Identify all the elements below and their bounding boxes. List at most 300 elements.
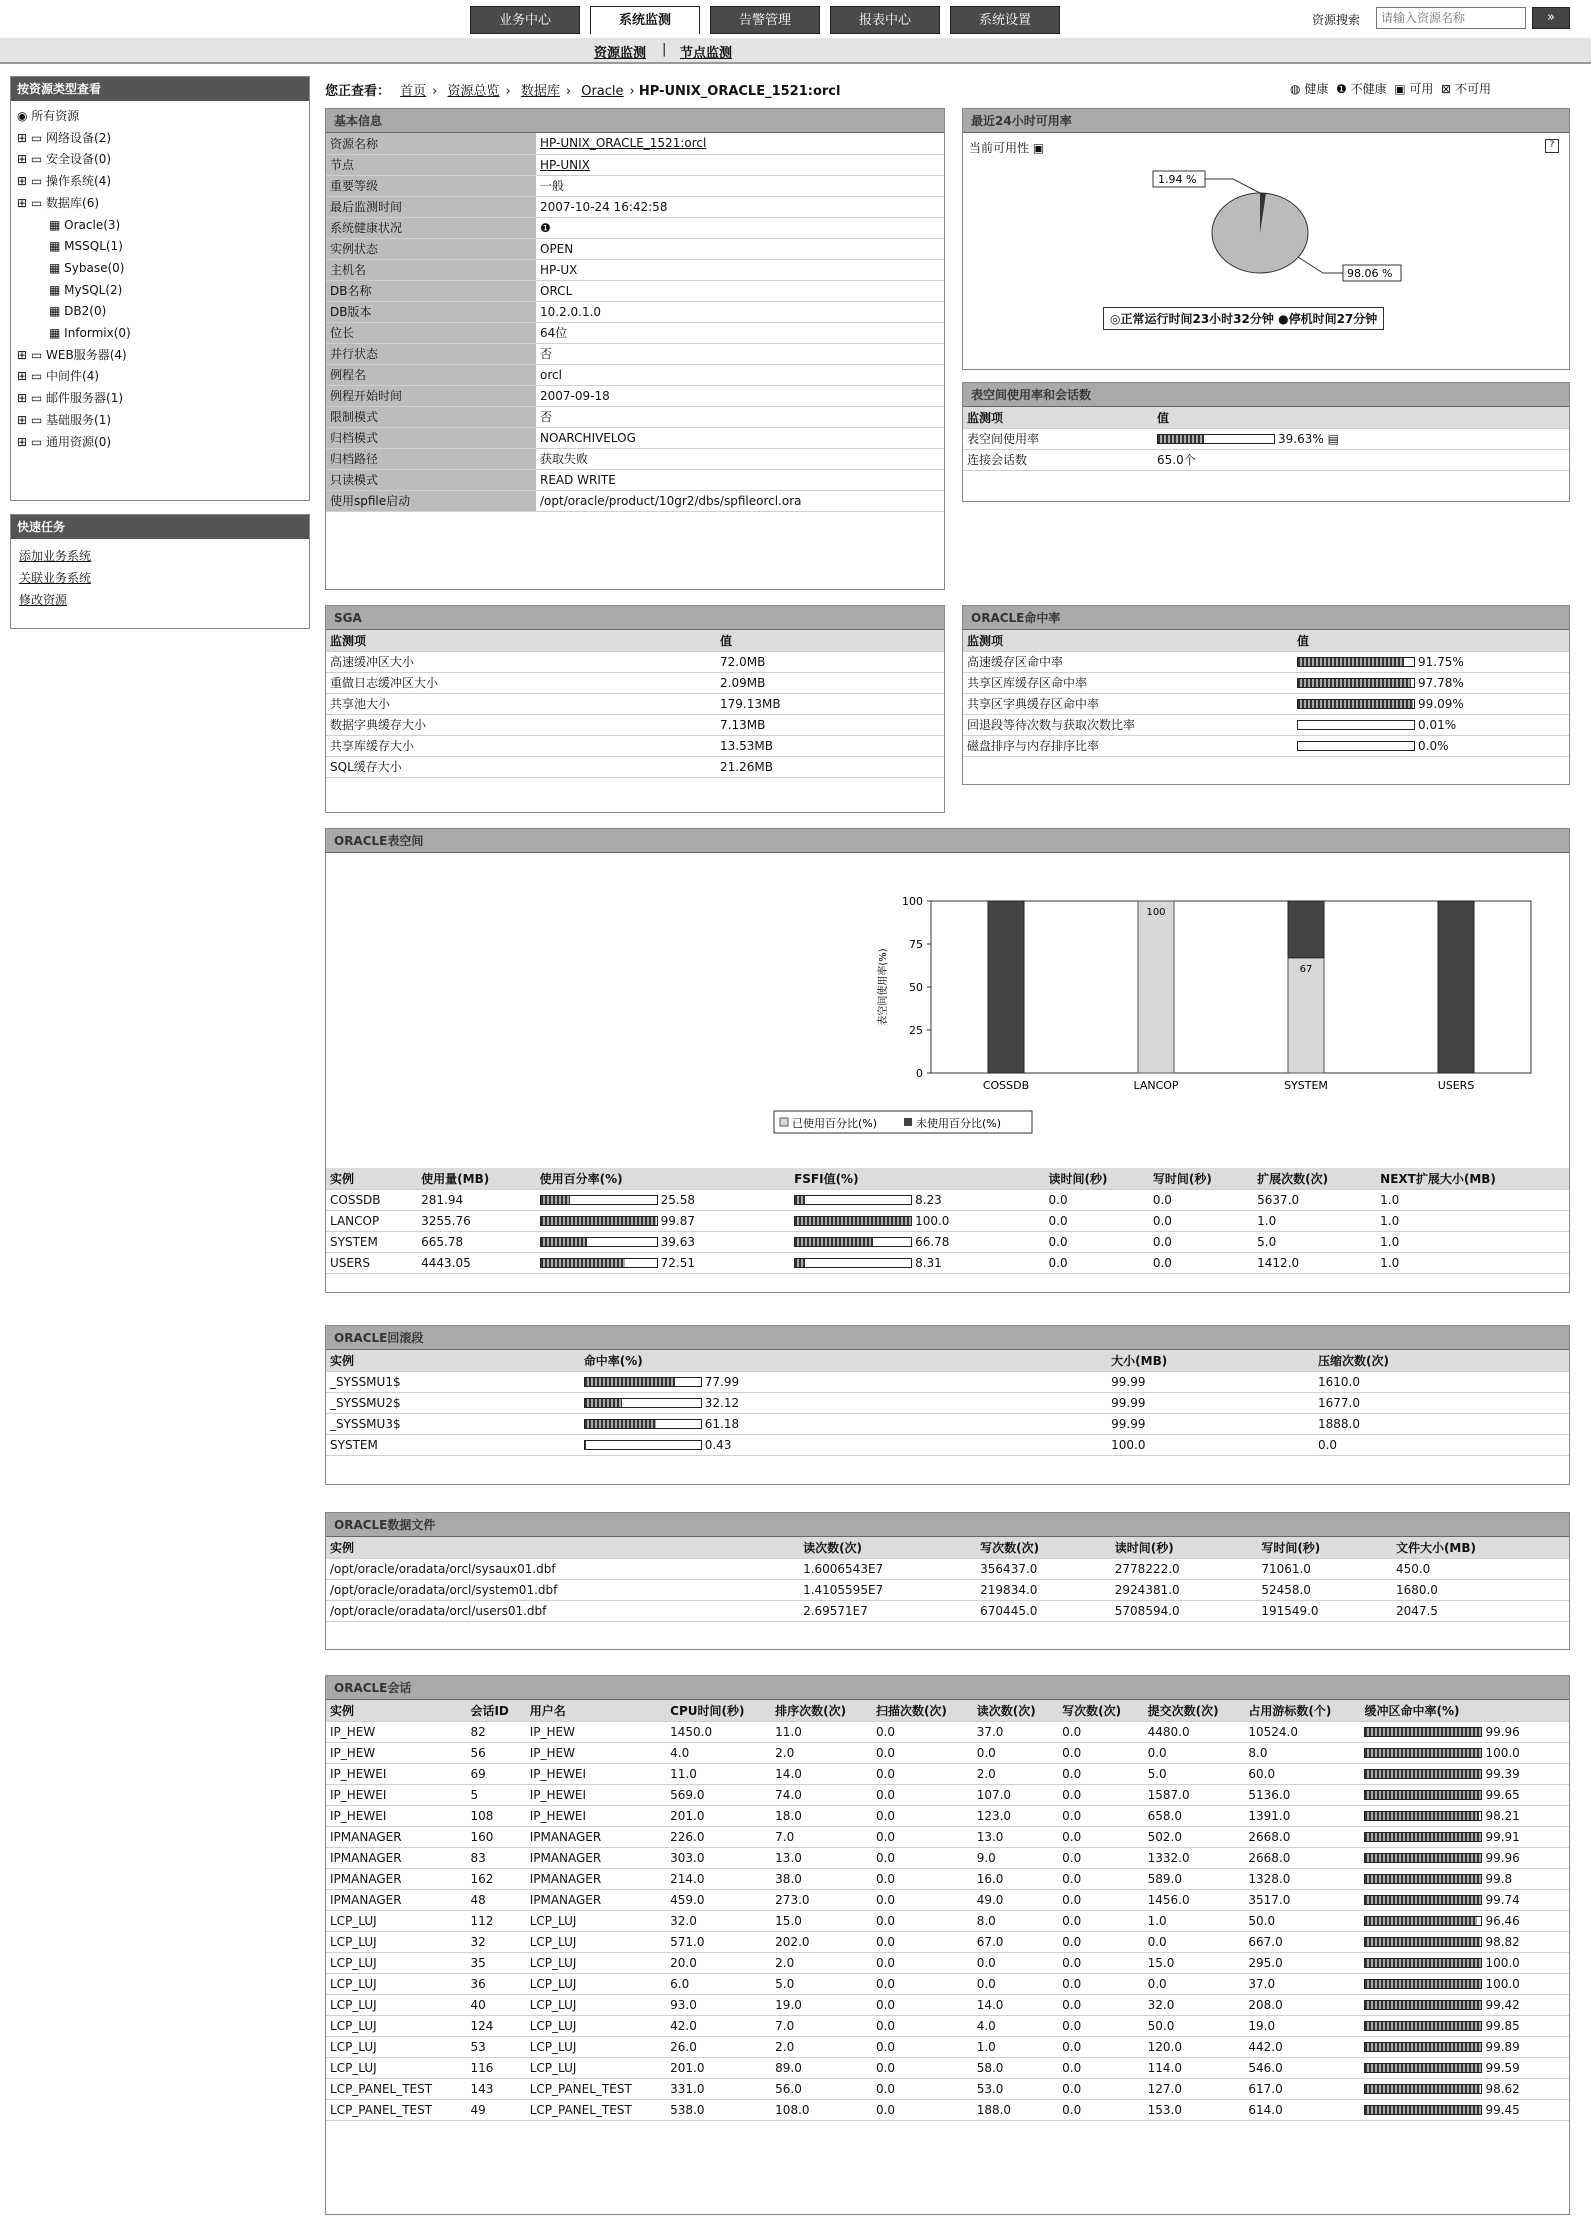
session-cell: 201.0 xyxy=(666,1805,771,1826)
buffer-hit-fill xyxy=(1365,2022,1481,2030)
column-header: 缓冲区命中率(%) xyxy=(1360,1700,1569,1721)
hit-key: 回退段等待次数与获取次数比率 xyxy=(963,714,1293,735)
hit-key: 共享区字典缓存区命中率 xyxy=(963,693,1293,714)
session-row xyxy=(326,2078,1569,2099)
hit-value-cell xyxy=(1293,693,1569,714)
tablespace-title: ORACLE表空间 xyxy=(326,829,1569,853)
session-cell: IP_HEW xyxy=(526,1721,666,1742)
rollback-hit-fill xyxy=(585,1378,675,1386)
tree-item[interactable] xyxy=(17,366,303,388)
sga-key: 数据字典缓存大小 xyxy=(326,714,716,735)
quick-task-link[interactable]: 修改资源 xyxy=(19,593,68,607)
column-header: 使用百分率(%) xyxy=(536,1168,790,1189)
basic-info-row xyxy=(326,343,944,364)
y-tick-label: 75 xyxy=(909,938,923,951)
session-cell xyxy=(1360,1952,1569,1973)
quick-task-link[interactable]: 关联业务系统 xyxy=(19,571,92,585)
pie-down-label: 1.94 % xyxy=(1158,173,1197,186)
datafile-header-row xyxy=(326,1537,1569,1558)
hit-rate-table xyxy=(963,630,1569,757)
basic-info-key: 位长 xyxy=(326,322,536,343)
session-cell: 3517.0 xyxy=(1244,1889,1360,1910)
buffer-hit-fill xyxy=(1365,1875,1481,1883)
rollback-cell xyxy=(580,1392,1107,1413)
basic-info-panel xyxy=(325,108,945,590)
session-cell: LCP_PANEL_TEST xyxy=(526,2099,666,2120)
basic-info-row xyxy=(326,133,944,154)
basic-info-value[interactable]: HP-UNIX xyxy=(536,154,944,175)
session-cell: 116 xyxy=(466,2057,525,2078)
column-header: 读时间(秒) xyxy=(1111,1537,1258,1558)
fsfi-fill xyxy=(795,1217,911,1225)
tree-item[interactable] xyxy=(17,388,303,410)
database-icon: ▦ xyxy=(49,217,65,232)
basic-info-value: 获取失败 xyxy=(536,448,944,469)
y-tick-label: 0 xyxy=(916,1067,923,1080)
session-cell: 0.0 xyxy=(872,1931,973,1952)
session-cell: 214.0 xyxy=(666,1868,771,1889)
session-cell: 153.0 xyxy=(1144,2099,1245,2120)
session-cell: 4480.0 xyxy=(1144,1721,1245,1742)
session-cell: 49.0 xyxy=(973,1889,1058,1910)
subnav-node[interactable]: 节点监测 xyxy=(680,46,733,61)
datafile-cell: /opt/oracle/oradata/orcl/users01.dbf xyxy=(326,1600,799,1621)
usage-bar xyxy=(540,1237,658,1247)
tree-item[interactable] xyxy=(17,236,303,258)
session-cell: 11.0 xyxy=(771,1721,872,1742)
tree-item[interactable] xyxy=(17,323,303,345)
search-input[interactable] xyxy=(1376,7,1526,29)
basic-info-value[interactable]: HP-UNIX_ORACLE_1521:orcl xyxy=(536,133,944,154)
rollback-cell: _SYSSMU2$ xyxy=(326,1392,580,1413)
datafile-cell: 71061.0 xyxy=(1257,1558,1392,1579)
x-tick-label: USERS xyxy=(1437,1079,1475,1092)
sga-row xyxy=(326,756,944,777)
tablespace-cell: 0.0 xyxy=(1045,1189,1149,1210)
rollback-hit-bar xyxy=(584,1419,702,1429)
basic-info-value: 64位 xyxy=(536,322,944,343)
datafile-cell: 2778222.0 xyxy=(1111,1558,1258,1579)
session-cell: 67.0 xyxy=(973,1931,1058,1952)
database-icon: ▦ xyxy=(49,282,65,297)
bar-used xyxy=(1138,901,1174,1073)
folder-icon: ⊞ ▭ xyxy=(17,152,47,167)
buffer-hit-bar xyxy=(1364,1748,1482,1758)
session-cell: LCP_LUJ xyxy=(326,1994,466,2015)
tree-item-label: 基础服务(1) xyxy=(46,412,112,427)
buffer-hit-fill xyxy=(1365,1791,1481,1799)
session-cell: 40 xyxy=(466,1994,525,2015)
session-cell: 6.0 xyxy=(666,1973,771,1994)
hit-rate-value: 0.01% xyxy=(1418,717,1457,732)
tree-item[interactable] xyxy=(17,432,303,454)
session-cell: 202.0 xyxy=(771,1931,872,1952)
session-cell: 15.0 xyxy=(1144,1952,1245,1973)
rollback-cell xyxy=(580,1371,1107,1392)
tab-alarm[interactable]: 告警管理 xyxy=(710,6,820,34)
tablespace-cell xyxy=(536,1189,790,1210)
datafile-cell: 2924381.0 xyxy=(1111,1579,1258,1600)
basic-info-value: 否 xyxy=(536,406,944,427)
tree-item[interactable] xyxy=(17,280,303,302)
session-cell: 120.0 xyxy=(1144,2036,1245,2057)
basic-info-value: 2007-09-18 xyxy=(536,385,944,406)
legend-unavailable: 不可用 xyxy=(1454,82,1491,96)
session-cell: 5.0 xyxy=(1144,1763,1245,1784)
session-cell: 589.0 xyxy=(1144,1868,1245,1889)
tablespace-cell: 1.0 xyxy=(1376,1252,1569,1273)
usage-fill xyxy=(541,1259,625,1267)
bar-unused xyxy=(1288,901,1324,958)
resource-type-title: 按资源类型查看 xyxy=(11,77,309,101)
session-cell: 13.0 xyxy=(973,1826,1058,1847)
rollback-hit-bar xyxy=(584,1398,702,1408)
buffer-hit-fill xyxy=(1365,1749,1481,1757)
hit-key: 共享区库缓存区命中率 xyxy=(963,672,1293,693)
session-cell: 14.0 xyxy=(973,1994,1058,2015)
available-icon: ▣ xyxy=(1032,141,1045,155)
buffer-hit-bar xyxy=(1364,1895,1482,1905)
session-cell: 9.0 xyxy=(973,1847,1058,1868)
datafile-row xyxy=(326,1558,1569,1579)
session-cell: 459.0 xyxy=(666,1889,771,1910)
session-cell: 303.0 xyxy=(666,1847,771,1868)
session-cell: LCP_PANEL_TEST xyxy=(326,2078,466,2099)
chart-icon[interactable]: ▤ xyxy=(1327,431,1339,446)
session-row xyxy=(326,1763,1569,1784)
database-icon: ▦ xyxy=(49,239,65,254)
session-table xyxy=(326,1700,1569,2121)
column-header: 写次数(次) xyxy=(976,1537,1111,1558)
session-row xyxy=(963,449,1569,470)
tab-business[interactable]: 业务中心 xyxy=(470,6,580,34)
session-cell: 0.0 xyxy=(1058,1784,1143,1805)
session-cell: IP_HEWEI xyxy=(526,1784,666,1805)
session-cell: 226.0 xyxy=(666,1826,771,1847)
top-nav xyxy=(0,0,1591,36)
rollback-hit-value: 61.18 xyxy=(704,1416,740,1431)
tab-report[interactable]: 报表中心 xyxy=(830,6,940,34)
session-cell xyxy=(1360,1994,1569,2015)
rollback-hit-bar xyxy=(584,1440,702,1450)
session-value: 65.0个 xyxy=(1153,449,1569,470)
tree-item[interactable] xyxy=(17,345,303,367)
session-cell: 37.0 xyxy=(1244,1973,1360,1994)
tablespace-cell: 5.0 xyxy=(1253,1231,1376,1252)
buffer-hit-value: 99.59 xyxy=(1485,2060,1520,2075)
availability-pie xyxy=(963,133,1571,369)
session-cell: 0.0 xyxy=(872,1805,973,1826)
session-cell: LCP_LUJ xyxy=(526,1973,666,1994)
tree-item-label: Informix(0) xyxy=(64,326,131,341)
tree-item[interactable] xyxy=(17,301,303,323)
tab-settings[interactable]: 系统设置 xyxy=(950,6,1060,34)
session-cell: IPMANAGER xyxy=(326,1868,466,1889)
tablespace-cell: 0.0 xyxy=(1149,1210,1253,1231)
column-header: 扩展次数(次) xyxy=(1253,1168,1376,1189)
buffer-hit-bar xyxy=(1364,2000,1482,2010)
session-cell: 93.0 xyxy=(666,1994,771,2015)
x-tick-label: LANCOP xyxy=(1133,1079,1179,1092)
hit-rate-bar xyxy=(1297,741,1415,751)
session-cell: 4.0 xyxy=(666,1742,771,1763)
session-cell: 0.0 xyxy=(1058,1868,1143,1889)
session-cell: 13.0 xyxy=(771,1847,872,1868)
session-cell: 0.0 xyxy=(1058,2036,1143,2057)
usage-value: 39.63 xyxy=(660,1234,695,1249)
sub-nav xyxy=(0,38,1591,64)
session-cell: 49 xyxy=(466,2099,525,2120)
session-row xyxy=(326,1994,1569,2015)
crumb-database[interactable]: 数据库 xyxy=(520,84,560,99)
rollback-hit-fill xyxy=(585,1420,656,1428)
fsfi-bar xyxy=(794,1237,912,1247)
tablespace-cell: COSSDB xyxy=(326,1189,417,1210)
sga-table xyxy=(326,630,944,778)
session-cell: 50.0 xyxy=(1244,1910,1360,1931)
subnav-resource[interactable]: 资源监测 xyxy=(594,46,647,61)
crumb-overview[interactable]: 资源总览 xyxy=(447,84,500,99)
quick-task-link[interactable]: 添加业务系统 xyxy=(19,549,92,563)
buffer-hit-value: 99.65 xyxy=(1485,1787,1520,1802)
tablespace-table xyxy=(326,1168,1569,1274)
tree-item[interactable] xyxy=(17,410,303,432)
rollback-cell: 1677.0 xyxy=(1314,1392,1569,1413)
datafile-cell: 670445.0 xyxy=(976,1600,1111,1621)
breadcrumb-prefix: 您正查看： xyxy=(325,84,391,99)
rollback-row xyxy=(326,1371,1569,1392)
tree-item[interactable] xyxy=(17,171,303,193)
hit-rate-fill xyxy=(1298,658,1404,666)
buffer-hit-value: 99.96 xyxy=(1485,1724,1520,1739)
session-cell: IPMANAGER xyxy=(326,1826,466,1847)
buffer-hit-fill xyxy=(1365,1938,1480,1946)
tree-item-label: 通用资源(0) xyxy=(46,434,112,449)
datafile-cell: /opt/oracle/oradata/orcl/system01.dbf xyxy=(326,1579,799,1600)
col-metric: 监测项 xyxy=(326,630,716,651)
fsfi-value: 8.31 xyxy=(915,1255,942,1270)
basic-info-value: ORCL xyxy=(536,280,944,301)
session-cell: 0.0 xyxy=(1144,1742,1245,1763)
session-cell: 53 xyxy=(466,2036,525,2057)
sga-key: 共享池大小 xyxy=(326,693,716,714)
tablespace-row xyxy=(326,1189,1569,1210)
fsfi-fill xyxy=(795,1259,805,1267)
buffer-hit-fill xyxy=(1365,1770,1480,1778)
sga-row xyxy=(326,714,944,735)
session-cell: 160 xyxy=(466,1826,525,1847)
session-cell: 18.0 xyxy=(771,1805,872,1826)
session-cell: 0.0 xyxy=(1058,1973,1143,1994)
session-label: 连接会话数 xyxy=(963,449,1153,470)
buffer-hit-value: 99.42 xyxy=(1485,1997,1520,2012)
tree-item[interactable] xyxy=(17,193,303,215)
basic-info-value: 否 xyxy=(536,343,944,364)
tree-item-label: WEB服务器(4) xyxy=(46,347,127,362)
basic-info-key: 重要等级 xyxy=(326,175,536,196)
folder-icon: ⊞ ▭ xyxy=(17,195,47,210)
tablespace-panel xyxy=(325,828,1570,1293)
session-cell: 1456.0 xyxy=(1144,1889,1245,1910)
tablespace-row xyxy=(326,1210,1569,1231)
tree-item[interactable] xyxy=(17,215,303,237)
tablespace-cell: 5637.0 xyxy=(1253,1189,1376,1210)
bar-unused xyxy=(1438,901,1474,1073)
up-legend: 正常运行时间23小时32分钟 xyxy=(1120,312,1274,326)
session-cell: 617.0 xyxy=(1244,2078,1360,2099)
buffer-hit-fill xyxy=(1365,1728,1481,1736)
session-cell: 53.0 xyxy=(973,2078,1058,2099)
buffer-hit-fill xyxy=(1365,1812,1479,1820)
col-metric: 监测项 xyxy=(963,630,1293,651)
session-cell: LCP_PANEL_TEST xyxy=(526,2078,666,2099)
session-cell: 10524.0 xyxy=(1244,1721,1360,1742)
session-cell: LCP_LUJ xyxy=(326,2036,466,2057)
sga-key: SQL缓存大小 xyxy=(326,756,716,777)
help-icon[interactable]: ? xyxy=(1545,139,1559,153)
availability-body xyxy=(963,133,1569,369)
datafile-cell: 2.69571E7 xyxy=(799,1600,976,1621)
session-cell xyxy=(1360,1889,1569,1910)
tree-item-label: Sybase(0) xyxy=(64,260,125,275)
crumb-oracle[interactable]: Oracle xyxy=(581,84,624,99)
session-cell: IP_HEWEI xyxy=(526,1763,666,1784)
tablespace-cell: 4443.05 xyxy=(417,1252,535,1273)
session-cell: 83 xyxy=(466,1847,525,1868)
session-row xyxy=(326,1952,1569,1973)
folder-icon: ⊞ ▭ xyxy=(17,130,47,145)
hit-rate-bar xyxy=(1297,678,1415,688)
fsfi-value: 100.0 xyxy=(915,1213,950,1228)
fsfi-bar xyxy=(794,1216,912,1226)
session-cell: 20.0 xyxy=(666,1952,771,1973)
tablespace-cell xyxy=(536,1231,790,1252)
buffer-hit-fill xyxy=(1365,2043,1481,2051)
session-cell: LCP_LUJ xyxy=(526,1931,666,1952)
basic-info-value: NOARCHIVELOG xyxy=(536,427,944,448)
rollback-cell: 99.99 xyxy=(1107,1392,1314,1413)
basic-info-row xyxy=(326,364,944,385)
tree-item[interactable] xyxy=(17,128,303,150)
buffer-hit-bar xyxy=(1364,1832,1482,1842)
buffer-hit-bar xyxy=(1364,1958,1482,1968)
session-cell xyxy=(1360,1868,1569,1889)
folder-icon: ⊞ ▭ xyxy=(17,347,47,362)
tablespace-cell: 0.0 xyxy=(1045,1252,1149,1273)
basic-info-value: 10.2.0.1.0 xyxy=(536,301,944,322)
up-swatch: ◎ xyxy=(1110,312,1121,326)
tree-item-label: Oracle(3) xyxy=(64,217,121,232)
session-cell: 36 xyxy=(466,1973,525,1994)
tree-item[interactable] xyxy=(17,258,303,280)
buffer-hit-bar xyxy=(1364,2042,1482,2052)
session-cell: 60.0 xyxy=(1244,1763,1360,1784)
column-header: CPU时间(秒) xyxy=(666,1700,771,1721)
session-cell xyxy=(1360,1742,1569,1763)
session-cell: 614.0 xyxy=(1244,2099,1360,2120)
tablespace-cell: USERS xyxy=(326,1252,417,1273)
rollback-title: ORACLE回滚段 xyxy=(326,1326,1569,1350)
session-cell: 0.0 xyxy=(872,1784,973,1805)
buffer-hit-fill xyxy=(1365,2064,1481,2072)
resource-tree xyxy=(11,101,309,458)
buffer-hit-value: 99.39 xyxy=(1485,1766,1520,1781)
basic-info-key: 最后监测时间 xyxy=(326,196,536,217)
usage-bar xyxy=(540,1258,658,1268)
fsfi-value: 8.23 xyxy=(915,1192,942,1207)
folder-icon: ◉ xyxy=(17,109,32,123)
sga-row xyxy=(326,693,944,714)
legend-unused-label: 未使用百分比(%) xyxy=(916,1117,1002,1130)
session-row xyxy=(326,1826,1569,1847)
session-cell: 1332.0 xyxy=(1144,1847,1245,1868)
buffer-hit-fill xyxy=(1365,2085,1479,2093)
folder-icon: ⊞ ▭ xyxy=(17,174,47,189)
session-panel xyxy=(325,1675,1570,2215)
tablespace-header-row xyxy=(326,1168,1569,1189)
hit-rate-bar xyxy=(1297,657,1415,667)
column-header: 会话ID xyxy=(466,1700,525,1721)
folder-icon: ⊞ ▭ xyxy=(17,412,47,427)
session-cell: 442.0 xyxy=(1244,2036,1360,2057)
subnav-divider: | xyxy=(662,42,667,57)
col-value: 值 xyxy=(1153,407,1569,428)
rollback-hit-value: 32.12 xyxy=(704,1395,740,1410)
tree-item[interactable] xyxy=(17,149,303,171)
tablespace-cell: 0.0 xyxy=(1149,1231,1253,1252)
tablespace-cell xyxy=(790,1210,1044,1231)
database-icon: ▦ xyxy=(49,304,65,319)
y-tick-label: 25 xyxy=(909,1024,923,1037)
session-cell: 0.0 xyxy=(1144,1973,1245,1994)
session-cell: 1587.0 xyxy=(1144,1784,1245,1805)
sga-row xyxy=(326,672,944,693)
tablespace-cell: 1.0 xyxy=(1376,1210,1569,1231)
session-cell: LCP_LUJ xyxy=(326,2015,466,2036)
basic-info-row xyxy=(326,280,944,301)
session-cell: LCP_LUJ xyxy=(526,1952,666,1973)
rollback-hit-bar xyxy=(584,1377,702,1387)
space-usage-fill xyxy=(1158,435,1204,443)
buffer-hit-fill xyxy=(1365,1917,1477,1925)
column-header: FSFI值(%) xyxy=(790,1168,1044,1189)
session-cell: LCP_LUJ xyxy=(326,1973,466,1994)
rollback-cell: 0.0 xyxy=(1314,1434,1569,1455)
tree-item[interactable] xyxy=(17,106,303,128)
buffer-hit-fill xyxy=(1365,2001,1480,2009)
session-cell: 0.0 xyxy=(872,1973,973,1994)
quick-task-panel xyxy=(10,514,310,629)
session-cell: 7.0 xyxy=(771,2015,872,2036)
tree-item-label: 中间件(4) xyxy=(46,369,100,384)
session-cell: 32.0 xyxy=(1144,1994,1245,2015)
session-row xyxy=(326,1721,1569,1742)
session-row xyxy=(326,1931,1569,1952)
tablespace-cell xyxy=(790,1252,1044,1273)
buffer-hit-fill xyxy=(1365,2106,1480,2114)
fsfi-fill xyxy=(795,1238,872,1246)
tab-monitor[interactable]: 系统监测 xyxy=(590,6,700,34)
quick-task-list xyxy=(11,539,309,617)
tablespace-chart-area xyxy=(326,853,1569,1168)
hit-rate-fill xyxy=(1298,679,1411,687)
hit-value-cell xyxy=(1293,651,1569,672)
database-icon: ▦ xyxy=(49,326,65,341)
crumb-home[interactable]: 首页 xyxy=(400,84,427,99)
availability-title: 最近24小时可用率 xyxy=(963,109,1569,133)
search-button[interactable]: » xyxy=(1532,7,1570,29)
buffer-hit-bar xyxy=(1364,2021,1482,2031)
